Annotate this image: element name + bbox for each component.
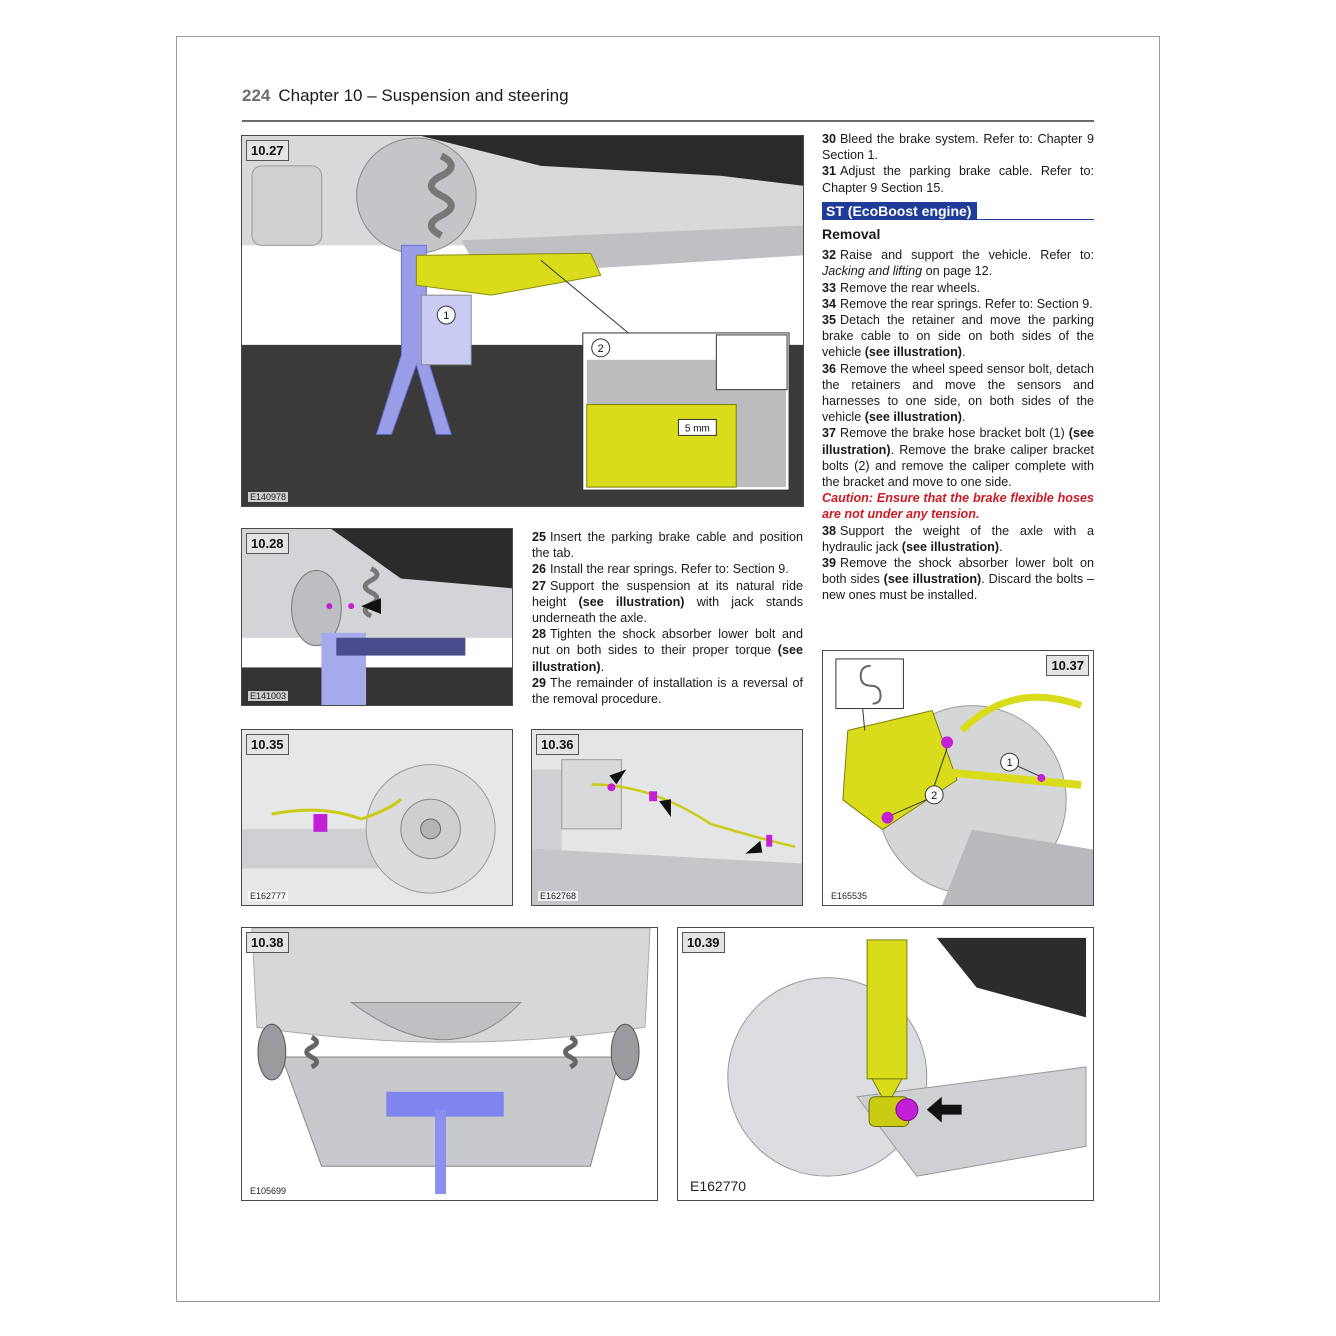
section-title: ST (EcoBoost engine) <box>822 202 977 220</box>
step-28: 28 Tighten the shock absorber lower bolt and nut on both sides to their proper torque (see illustration). <box>532 627 803 674</box>
figure-10-27 <box>241 135 804 507</box>
step-35: 35 Detach the retainer and move the parking brake cable to on side on both sides of the vehicle (see illustration). <box>822 313 1094 360</box>
parking-brake-cable-illustration <box>532 730 802 905</box>
removal-steps <box>822 131 1094 604</box>
step-34: 34 Remove the rear springs. Refer to: Section 9. <box>822 296 1093 311</box>
figure-number: 10.28 <box>246 533 289 554</box>
step-36: 36 Remove the wheel speed sensor bolt, detach the retainers and move the sensors and harnesses to one side, on both sides of the vehicle (see illustration). <box>822 361 1094 425</box>
step-30: 30 Bleed the brake system. Refer to: Chapter 9 Section 1. <box>822 132 1094 163</box>
wheel-speed-sensor-illustration <box>242 730 512 905</box>
header-rule <box>242 120 1094 122</box>
step-33: 33 Remove the rear wheels. <box>822 280 981 295</box>
figure-code: E105699 <box>250 1186 287 1196</box>
axle-jack-stand-illustration <box>242 529 512 705</box>
figure-number: 10.35 <box>246 734 289 755</box>
step-32: 32 Raise and support the vehicle. Refer to: Jacking and lifting on page 12. <box>822 248 1094 279</box>
caution-note: Caution: Ensure that the brake flexible hoses are not under any tension. <box>822 491 1094 522</box>
svg-text:1: 1 <box>1006 757 1013 770</box>
installation-steps <box>532 529 803 707</box>
figure-10-39 <box>677 927 1094 1201</box>
svg-text:2: 2 <box>597 342 604 355</box>
figure-number: 10.27 <box>246 140 289 161</box>
figure-code: E165535 <box>831 891 868 901</box>
step-26: 26 Install the rear springs. Refer to: Section 9. <box>532 562 789 577</box>
svg-text:2: 2 <box>931 789 938 802</box>
svg-text:5 mm: 5 mm <box>684 423 710 435</box>
figure-10-38 <box>241 927 658 1201</box>
figure-number: 10.38 <box>246 932 289 953</box>
figure-code: E141003 <box>250 691 287 701</box>
figure-10-28 <box>241 528 513 706</box>
figure-code: E162770 <box>690 1178 747 1194</box>
axle-hydraulic-jack-illustration <box>242 928 657 1200</box>
jack-stand-under-axle-illustration <box>242 136 803 506</box>
brake-caliper-illustration <box>823 651 1093 905</box>
shock-absorber-lower-bolt-illustration <box>678 928 1093 1200</box>
figure-10-35 <box>241 729 513 906</box>
step-38: 38 Support the weight of the axle with a hydraulic jack (see illustration). <box>822 523 1094 554</box>
removal-subheading: Removal <box>822 226 881 243</box>
chapter-title: Chapter 10 – Suspension and steering <box>278 86 569 105</box>
page-number: 224 <box>242 86 271 105</box>
figure-10-37 <box>822 650 1094 906</box>
step-31: 31 Adjust the parking brake cable. Refer to: Chapter 9 Section 15. <box>822 164 1094 195</box>
figure-number: 10.36 <box>536 734 579 755</box>
figure-number: 10.39 <box>682 932 725 953</box>
svg-text:1: 1 <box>443 310 450 323</box>
step-39: 39 Remove the shock absorber lower bolt on both sides (see illustration). Discard the bolts – new ones must be installed. <box>822 556 1094 603</box>
step-29: 29 The remainder of installation is a reversal of the removal procedure. <box>532 675 803 707</box>
figure-code: E162777 <box>250 891 287 901</box>
section-heading <box>822 202 1094 220</box>
figure-10-36 <box>531 729 803 906</box>
figure-code: E140978 <box>250 492 287 502</box>
page-header <box>242 86 569 106</box>
step-27: 27 Support the suspension at its natural ride height (see illustration) with jack stands underneath the axle. <box>532 578 803 626</box>
figure-number: 10.37 <box>1046 655 1089 676</box>
figure-code: E162768 <box>540 891 577 901</box>
step-37: 37 Remove the brake hose bracket bolt (1) (see illustration). Remove the brake caliper bracket bolts (2) and remove the caliper complete with the bracket and move to one side. <box>822 426 1094 490</box>
step-25: 25 Insert the parking brake cable and position the tab. <box>532 530 803 561</box>
section-rule <box>977 219 1094 220</box>
